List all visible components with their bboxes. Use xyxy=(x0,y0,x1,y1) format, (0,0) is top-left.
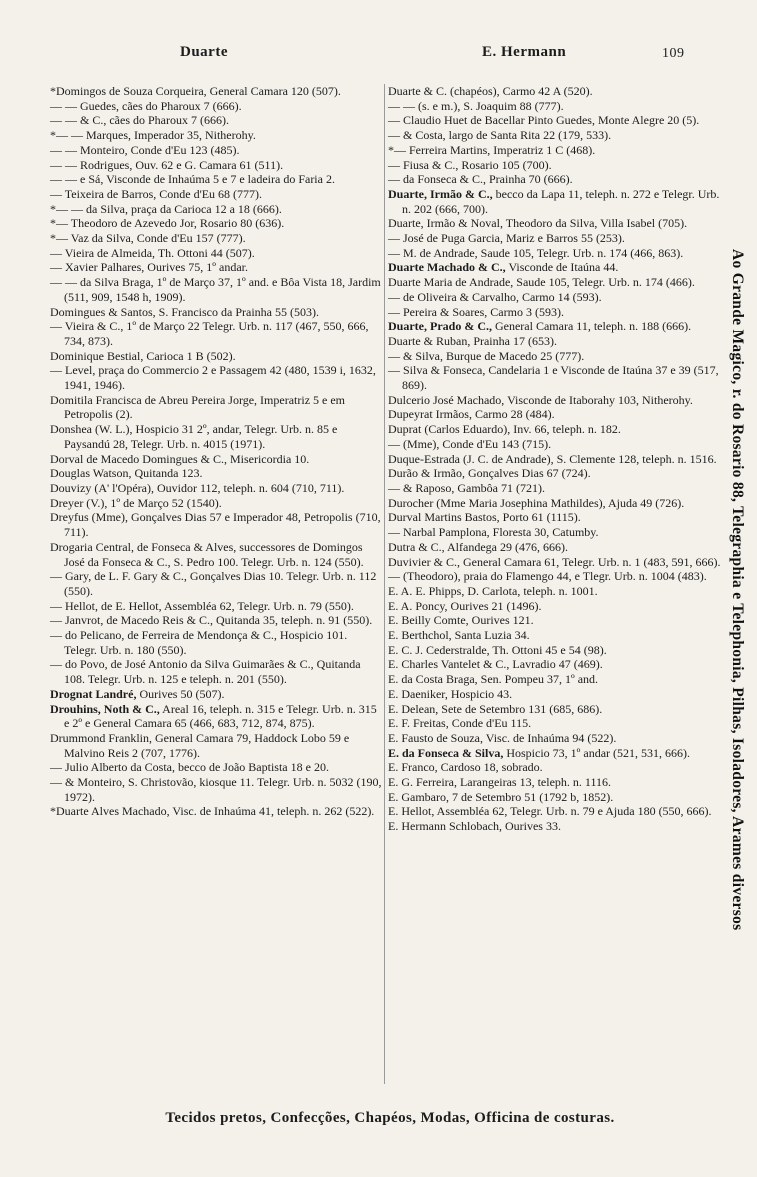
directory-entry: — Hellot, de E. Hellot, Assembléa 62, Telegr. Urb. n. 79 (550). xyxy=(50,598,354,613)
directory-entry: *— Theodoro de Azevedo Jor, Rosario 80 (636). xyxy=(50,216,285,231)
directory-entry: Duarte & Ruban, Prainha 17 (653). xyxy=(388,333,557,348)
directory-entry: — José de Puga Garcia, Mariz e Barros 55 (253). xyxy=(388,231,625,246)
directory-entry: — — Rodrigues, Ouv. 62 e G. Camara 61 (511). xyxy=(50,157,284,172)
directory-entry: E. Franco, Cardoso 18, sobrado. xyxy=(388,760,543,775)
directory-entry: E. da Fonseca & Silva, Hospicio 73, 1º andar (521, 531, 666). xyxy=(388,745,691,760)
directory-entry: Domitila Francisca de Abreu Pereira Jorge, Imperatriz 5 e em Petropolis (2). xyxy=(50,392,346,422)
directory-entry: Drummond Franklin, General Camara 79, Haddock Lobo 59 e Malvino Reis 2 (707, 1776). xyxy=(50,730,350,760)
right-column xyxy=(388,84,724,834)
entry-firm-name: Duarte, Prado & C., xyxy=(388,319,492,334)
directory-entry: — Teixeira de Barros, Conde d'Eu 68 (777). xyxy=(50,186,263,201)
column-divider xyxy=(384,84,385,1084)
directory-entry: Dutra & C., Alfandega 29 (476, 666). xyxy=(388,539,568,554)
directory-entry: Donshea (W. L.), Hospicio 31 2º, andar, Telegr. Urb. n. 85 e Paysandú 28, Telegr. Urb. n. 4015 (1971). xyxy=(50,422,338,451)
directory-entry: E. A. Poncy, Ourives 21 (1496). xyxy=(388,598,542,613)
directory-entry: E. A. E. Phipps, D. Carlota, teleph. n. 1001. xyxy=(388,583,598,598)
footer-advertisement: Tecidos pretos, Confecções, Chapéos, Modas, Officina de costuras. xyxy=(165,1110,615,1126)
directory-entry: — Fiusa & C., Rosario 105 (700). xyxy=(388,157,552,172)
directory-entry: — — da Silva Braga, 1º de Março 37, 1º and. e Bôa Vista 18, Jardim (511, 909, 1548 h, 1909). xyxy=(50,275,381,304)
entry-firm-name: Duarte, Irmão & C., xyxy=(388,186,493,201)
directory-entry: Dominique Bestial, Carioca 1 B (502). xyxy=(50,348,236,363)
directory-entry: *Domingos de Souza Corqueira, General Camara 120 (507). xyxy=(50,84,341,98)
directory-entry: — Janvrot, de Macedo Reis & C., Quitanda 35, teleph. n. 91 (550). xyxy=(50,613,373,628)
directory-entry: — & Raposo, Gambôa 71 (721). xyxy=(388,480,545,495)
directory-entry: — Vieira & C., 1º de Março 22 Telegr. Urb. n. 117 (467, 550, 666, 734, 873). xyxy=(50,319,369,348)
directory-entry: Duarte, Prado & C., General Camara 11, teleph. n. 188 (666). xyxy=(388,319,692,334)
directory-entry: E. Gambaro, 7 de Setembro 51 (1792 b, 1852). xyxy=(388,789,614,804)
directory-entry: — Level, praça do Commercio 2 e Passagem 42 (480, 1539 i, 1632, 1941, 1946). xyxy=(50,363,376,393)
directory-entry: Drognat Landré, Ourives 50 (507). xyxy=(50,686,225,701)
directory-entry: Durval Martins Bastos, Porto 61 (1115). xyxy=(388,510,581,525)
directory-entry: E. G. Ferreira, Larangeiras 13, teleph. n. 1116. xyxy=(388,775,612,790)
directory-entry: Duarte, Irmão & C., becco da Lapa 11, teleph. n. 272 e Telegr. Urb. n. 202 (666, 700). xyxy=(388,186,720,216)
side-advertisement-text: Ao Grande Magico, r. do Rosario 88, Telegraphia e Telephonia, Pilhas, Isoladores, Arames diversos xyxy=(729,249,746,931)
directory-entry: E. Charles Vantelet & C., Lavradio 47 (469). xyxy=(388,657,603,672)
directory-entry: — — e Sá, Visconde de Inhaúma 5 e 7 e ladeira do Faria 2. xyxy=(50,172,335,187)
directory-entry: Dupeyrat Irmãos, Carmo 28 (484). xyxy=(388,407,555,422)
directory-entry: Duarte, Irmão & Noval, Theodoro da Silva, Villa Isabel (705). xyxy=(388,216,688,231)
directory-entry: Durão & Irmão, Gonçalves Dias 67 (724). xyxy=(388,466,591,481)
directory-entry: — Narbal Pamplona, Floresta 30, Catumby. xyxy=(388,525,599,540)
directory-entry: — do Pelicano, de Ferreira de Mendonça & C., Hospicio 101. Telegr. Urb. n. 180 (550). xyxy=(50,628,348,657)
header-left: Duarte xyxy=(180,44,228,60)
entry-firm-name: Drognat Landré, xyxy=(50,686,137,701)
directory-entry: — Pereira & Soares, Carmo 3 (593). xyxy=(388,304,564,319)
directory-entry: Duarte & C. (chapéos), Carmo 42 A (520). xyxy=(388,84,593,98)
entry-firm-name: Duarte Machado & C., xyxy=(388,260,506,275)
directory-entry: Duprat (Carlos Eduardo), Inv. 66, teleph. n. 182. xyxy=(388,422,621,437)
entry-firm-name: Drouhins, Noth & C., xyxy=(50,701,160,716)
directory-entry: Dorval de Macedo Domingues & C., Misericordia 10. xyxy=(50,451,310,466)
directory-entry: — do Povo, de José Antonio da Silva Guimarães & C., Quitanda 108. Telegr. Urb. n. 125 e teleph. n. 201 (550). xyxy=(50,657,361,687)
directory-entry: Duarte Maria de Andrade, Saude 105, Telegr. Urb. n. 174 (466). xyxy=(388,275,695,290)
directory-entry: — & Monteiro, S. Christovão, kiosque 11. Telegr. Urb. n. 5032 (190, 1972). xyxy=(50,775,382,804)
directory-entry: — — Monteiro, Conde d'Eu 123 (485). xyxy=(50,142,240,157)
directory-entry: — de Oliveira & Carvalho, Carmo 14 (593). xyxy=(388,289,602,304)
directory-entry: — (Theodoro), praia do Flamengo 44, e Tlegr. Urb. n. 1004 (483). xyxy=(388,569,707,584)
directory-entry: Domingues & Santos, S. Francisco da Prainha 55 (503). xyxy=(50,304,319,319)
directory-entry: Dulcerio José Machado, Visconde de Itaborahy 103, Nitherohy. xyxy=(388,392,693,407)
directory-entry: — & Silva, Burque de Macedo 25 (777). xyxy=(388,348,585,363)
directory-entry: E. da Costa Braga, Sen. Pompeu 37, 1º and. xyxy=(388,672,599,687)
directory-entry: *— Ferreira Martins, Imperatriz 1 C (468). xyxy=(388,142,596,157)
side-advertisement xyxy=(720,60,754,1120)
page-number: 109 xyxy=(662,46,685,61)
directory-entry: — da Fonseca & C., Prainha 70 (666). xyxy=(388,172,573,187)
directory-entry: Duvivier & C., General Camara 61, Telegr. Urb. n. 1 (483, 591, 666). xyxy=(388,554,721,569)
directory-entry: — Silva & Fonseca, Candelaria 1 e Visconde de Itaúna 37 e 39 (517, 869). xyxy=(388,363,719,393)
directory-entry: E. Fausto de Souza, Visc. de Inhaúma 94 (522). xyxy=(388,730,617,745)
directory-entry: — Claudio Huet de Bacellar Pinto Guedes, Monte Alegre 20 (5). xyxy=(388,113,700,128)
directory-entry: E. Hermann Schlobach, Ourives 33. xyxy=(388,819,561,834)
directory-entry: E. Delean, Sete de Setembro 131 (685, 686). xyxy=(388,701,603,716)
directory-entry: Dreyfus (Mme), Gonçalves Dias 57 e Imperador 48, Petropolis (710, 711). xyxy=(50,510,381,540)
directory-entry: — Vieira de Almeida, Th. Ottoni 44 (507). xyxy=(50,245,255,260)
directory-entry: E. F. Freitas, Conde d'Eu 115. xyxy=(388,716,532,731)
directory-entry: *— — Marques, Imperador 35, Nitherohy. xyxy=(50,128,256,143)
directory-entry: E. Beilly Comte, Ourives 121. xyxy=(388,613,534,628)
directory-entry: — (Mme), Conde d'Eu 143 (715). xyxy=(388,436,552,451)
directory-entry: — Julio Alberto da Costa, becco de João Baptista 18 e 20. xyxy=(50,760,329,775)
directory-entry: Douglas Watson, Quitanda 123. xyxy=(50,466,203,481)
directory-entry: — — (s. e m.), S. Joaquim 88 (777). xyxy=(388,98,564,113)
left-column xyxy=(50,84,382,819)
directory-entry: Dreyer (V.), 1º de Março 52 (1540). xyxy=(50,495,222,510)
directory-entry: *Duarte Alves Machado, Visc. de Inhaúma 41, teleph. n. 262 (522). xyxy=(50,804,375,819)
directory-entry: — — & C., cães do Pharoux 7 (666). xyxy=(50,113,229,128)
directory-entry: E. Berthchol, Santa Luzia 34. xyxy=(388,628,530,643)
directory-entry: *— — da Silva, praça da Carioca 12 a 18 (666). xyxy=(50,201,282,216)
directory-entry: — Xavier Palhares, Ourives 75, 1º andar. xyxy=(50,260,248,275)
directory-entry: — & Costa, largo de Santa Rita 22 (179, 533). xyxy=(388,128,612,143)
directory-entry: Durocher (Mme Maria Josephina Mathildes), Ajuda 49 (726). xyxy=(388,495,685,510)
directory-entry: Duarte Machado & C., Visconde de Itaúna 44. xyxy=(388,260,619,275)
directory-entry: E. Daeniker, Hospicio 43. xyxy=(388,686,513,701)
directory-entry: *— Vaz da Silva, Conde d'Eu 157 (777). xyxy=(50,231,246,246)
directory-entry: Duque-Estrada (J. C. de Andrade), S. Clemente 128, teleph. n. 1516. xyxy=(388,451,717,466)
header-middle: E. Hermann xyxy=(482,44,567,60)
entry-firm-name: E. da Fonseca & Silva, xyxy=(388,745,504,760)
directory-entry: — M. de Andrade, Saude 105, Telegr. Urb. n. 174 (466, 863). xyxy=(388,245,684,260)
directory-entry: E. Hellot, Assembléa 62, Telegr. Urb. n. 79 e Ajuda 180 (550, 666). xyxy=(388,804,712,819)
directory-entry: Drouhins, Noth & C., Areal 16, teleph. n. 315 e Telegr. Urb. n. 315 e 2º e General Camara 65 (466, 683, 712, 874, 875). xyxy=(50,701,377,731)
directory-entry: — Gary, de L. F. Gary & C., Gonçalves Dias 10. Telegr. Urb. n. 112 (550). xyxy=(50,569,377,598)
directory-entry: Drogaria Central, de Fonseca & Alves, successores de Domingos José da Fonseca & C., S. Pedro 100. Telegr. Urb. n. 124 (550). xyxy=(50,539,364,569)
directory-entry: — — Guedes, cães do Pharoux 7 (666). xyxy=(50,98,242,113)
directory-entry: E. C. J. Cederstralde, Th. Ottoni 45 e 54 (98). xyxy=(388,642,607,657)
directory-entry: Douvizy (A' l'Opéra), Ouvidor 112, teleph. n. 604 (710, 711). xyxy=(50,480,345,495)
